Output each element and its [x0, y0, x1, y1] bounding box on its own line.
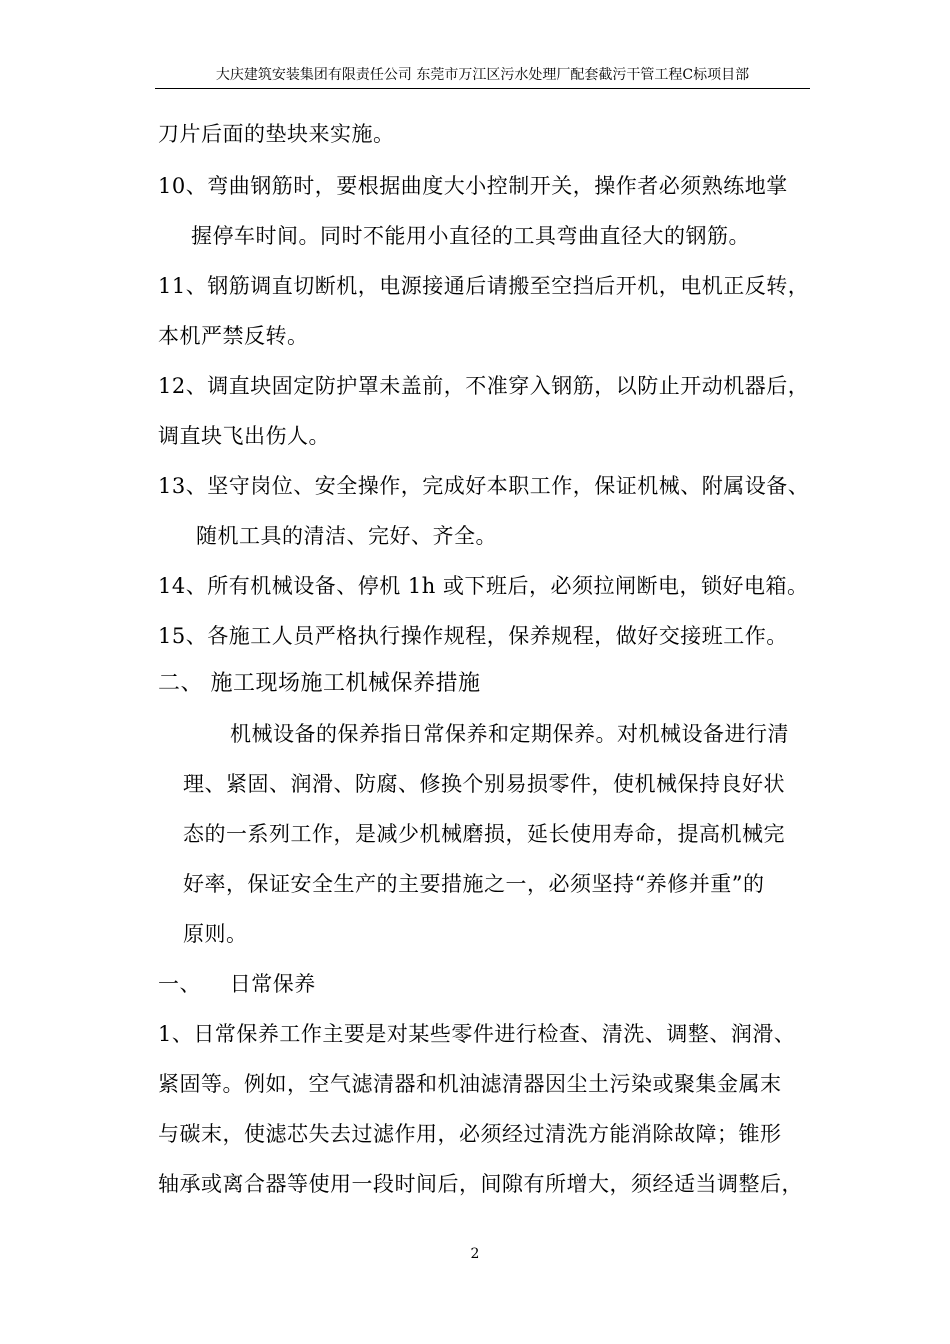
header-rule — [155, 88, 810, 89]
list-item-12-cont: 调直块飞出伤人。 — [158, 424, 330, 448]
body-line: 刀片后面的垫块来实施。 — [158, 122, 395, 146]
list-item-11-cont: 本机严禁反转。 — [158, 324, 309, 348]
page-number: 2 — [470, 1246, 480, 1262]
list-item-13-cont: 随机工具的清洁、完好、齐全。 — [196, 524, 497, 548]
list-item-10: 10、弯曲钢筋时，要根据曲度大小控制开关，操作者必须熟练地掌 — [158, 174, 788, 198]
list-item-10-cont: 握停车时间。同时不能用小直径的工具弯曲直径大的钢筋。 — [191, 224, 750, 248]
body-line: 轴承或离合器等使用一段时间后，间隙有所增大，须经适当调整后， — [158, 1172, 803, 1196]
list-item-14: 14、所有机械设备、停机 1h 或下班后，必须拉闸断电，锁好电箱。 — [158, 574, 809, 598]
paragraph-line: 理、紧固、润滑、防腐、修换个别易损零件，使机械保持良好状 — [183, 772, 785, 796]
list-item-12: 12、调直块固定防护罩未盖前，不准穿入钢筋，以防止开动机器后， — [158, 374, 810, 398]
body-line: 与碳末，使滤芯失去过滤作用，必须经过清洗方能消除故障；锥形 — [158, 1122, 782, 1146]
subsection-heading: 一、 日常保养 — [158, 972, 316, 996]
paragraph-line: 机械设备的保养指日常保养和定期保养。对机械设备进行清 — [230, 722, 789, 746]
list-item-15: 15、各施工人员严格执行操作规程，保养规程，做好交接班工作。 — [158, 624, 788, 648]
paragraph-line: 原则。 — [183, 922, 248, 946]
paragraph-line: 态的一系列工作，是减少机械磨损，延长使用寿命，提高机械完 — [183, 822, 785, 846]
paragraph-line: 好率，保证安全生产的主要措施之一，必须坚持“养修并重”的 — [183, 872, 765, 896]
list-item-11: 11、钢筋调直切断机，电源接通后请搬至空挡后开机，电机正反转， — [158, 274, 810, 298]
body-line: 紧固等。例如，空气滤清器和机油滤清器因尘土污染或聚集金属末 — [158, 1072, 782, 1096]
section-heading: 二、 施工现场施工机械保养措施 — [158, 671, 481, 696]
list-item-13: 13、坚守岗位、安全操作，完成好本职工作，保证机械、附属设备、 — [158, 474, 810, 498]
body-line: 1、日常保养工作主要是对某些零件进行检查、清洗、调整、润滑、 — [158, 1022, 796, 1046]
running-header: 大庆建筑安装集团有限责任公司 东莞市万江区污水处理厂配套截污干管工程C标项目部 — [215, 67, 750, 83]
